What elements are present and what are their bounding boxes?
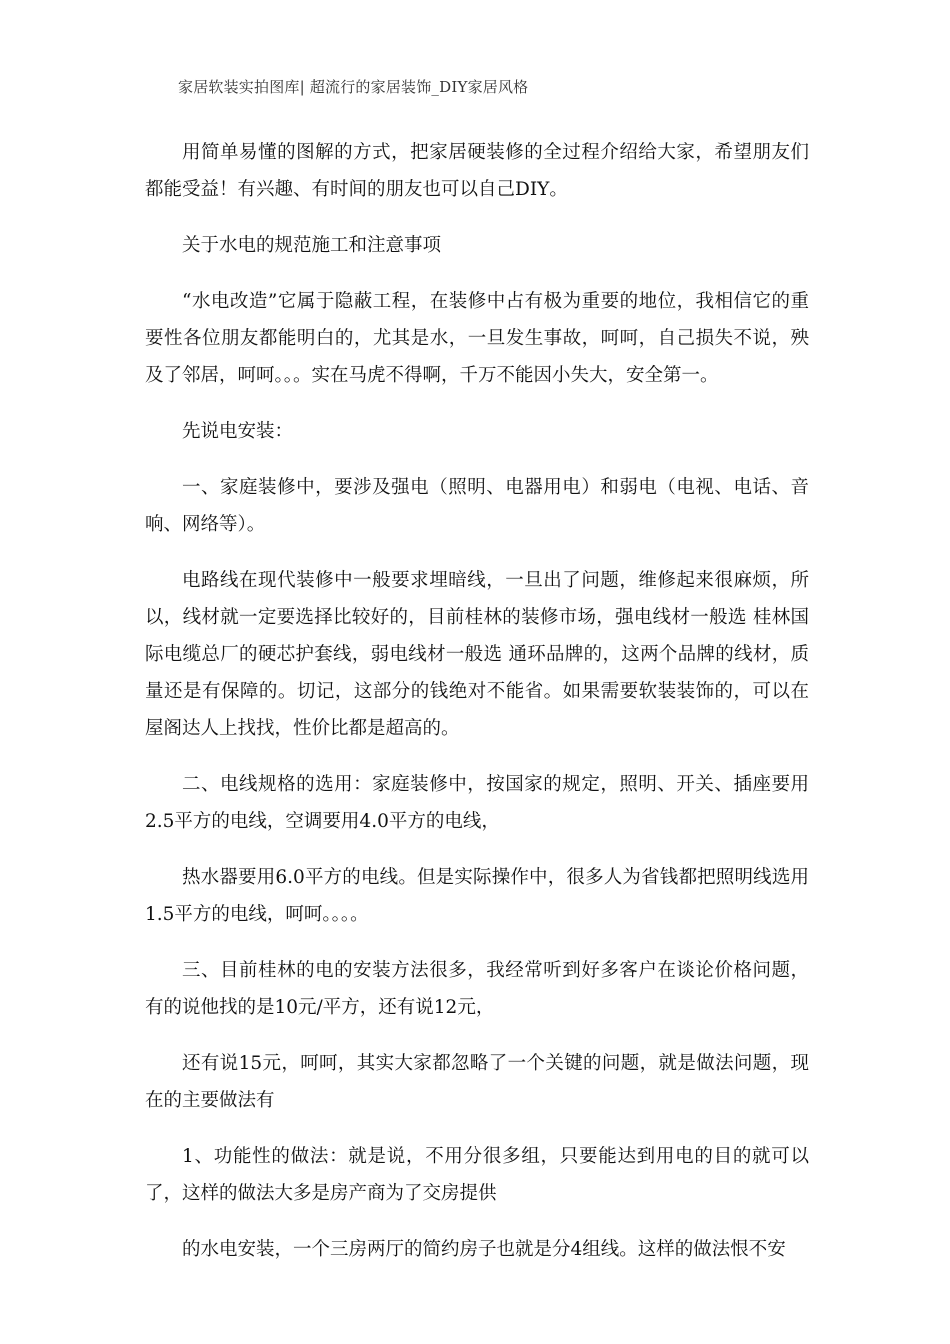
paragraph: 1、功能性的做法：就是说，不用分很多组，只要能达到用电的目的就可以了，这样的做法大多是房产商为了交房提供 <box>145 1146 809 1204</box>
paragraph: “水电改造”它属于隐蔽工程，在装修中占有极为重要的地位，我相信它的重要性各位朋友都能明白的，尤其是水，一旦发生事故，呵呵，自己损失不说，殃及了邻居，呵呵。。。实在马虎不得啊，千万不能因小失大，安全第一。 <box>145 291 809 386</box>
paragraph: 的水电安装，一个三房两厅的简约房子也就是分4组线。这样的做法恨不安 <box>182 1239 786 1260</box>
paragraph: 一、家庭装修中，要涉及强电（照明、电器用电）和弱电（电视、电话、音响、网络等）。 <box>145 477 809 535</box>
section-heading: 关于水电的规范施工和注意事项 <box>182 235 442 256</box>
paragraph: 先说电安装： <box>182 421 294 442</box>
paragraph: 二、电线规格的选用：家庭装修中，按国家的规定，照明、开关、插座要用2.5平方的电线，空调要用4.0平方的电线， <box>145 774 809 832</box>
paragraph: 电路线在现代装修中一般要求埋暗线，一旦出了问题，维修起来很麻烦，所以，线材就一定要选择比较好的，目前桂林的装修市场，强电线材一般选 桂林国际电缆总厂的硬芯护套线，弱电线材一般选 通环品牌的，这两个品牌的线材，质量还是有保障的。切记，这部分的钱绝对不能省。如果需要软装装饰的，可以在屋阁达人上找找，性价比都是超高的。 <box>145 570 809 739</box>
page-header: 家居软装实拍图库| 超流行的家居装饰_DIY家居风格 <box>178 78 529 96</box>
paragraph: 三、目前桂林的电的安装方法很多，我经常听到好多客户在谈论价格问题，有的说他找的是10元/平方，还有说12元， <box>145 960 809 1018</box>
paragraph: 还有说15元，呵呵，其实大家都忽略了一个关键的问题，就是做法问题，现在的主要做法有 <box>145 1053 809 1111</box>
paragraph: 用简单易懂的图解的方式，把家居硬装修的全过程介绍给大家，希望朋友们都能受益！有兴趣、有时间的朋友也可以自己DIY。 <box>145 142 809 200</box>
paragraph: 热水器要用6.0平方的电线。但是实际操作中，很多人为省钱都把照明线选用1.5平方的电线，呵呵。。。。 <box>145 867 809 925</box>
document-body <box>145 134 809 1287</box>
